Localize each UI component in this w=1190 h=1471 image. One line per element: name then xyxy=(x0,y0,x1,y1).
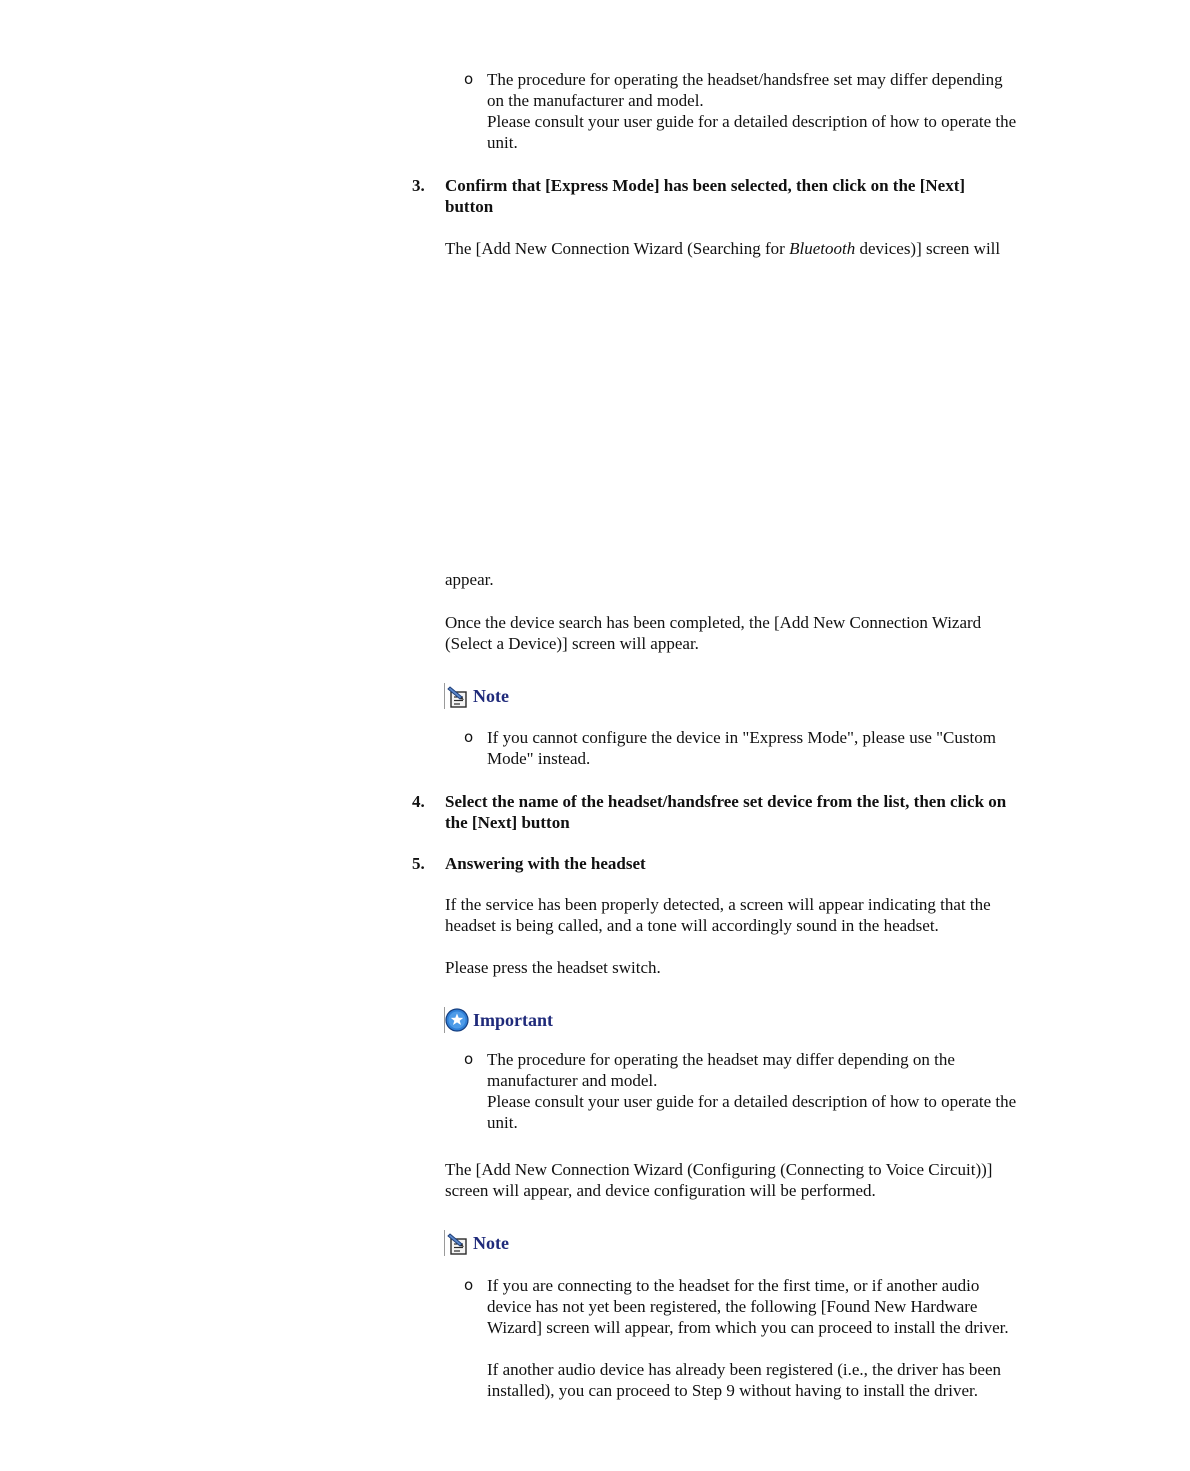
bullet-line: Please consult your user guide for a detailed description of how to operate the xyxy=(487,1092,1017,1111)
bullet-mark: o xyxy=(464,70,474,88)
paragraph-text: devices)] screen will xyxy=(855,239,1001,258)
bullet-line: installed), you can proceed to Step 9 without having to install the driver. xyxy=(487,1381,979,1400)
bullet-line: manufacturer and model. xyxy=(487,1071,658,1090)
note-label: Note xyxy=(473,1232,509,1253)
note-icon xyxy=(444,1230,471,1256)
step-paragraph xyxy=(445,1159,1075,1201)
step-heading xyxy=(445,791,1085,833)
step-paragraph xyxy=(445,238,1075,259)
step-paragraph-end: appear. xyxy=(445,570,494,589)
step-heading-line: Confirm that [Express Mode] has been selected, then click on the [Next] xyxy=(445,176,966,195)
paragraph-text: The [Add New Connection Wizard (Searching for xyxy=(445,239,790,258)
step-paragraph xyxy=(445,612,1075,654)
important-icon xyxy=(444,1007,471,1033)
important-bullet-text xyxy=(487,1049,1087,1133)
bullet-line: The procedure for operating the headset/handsfree set may differ depending xyxy=(487,70,1003,89)
paragraph-line: (Select a Device)] screen will appear. xyxy=(445,634,699,653)
bullet-line: If another audio device has already been registered (i.e., the driver has been xyxy=(487,1360,1002,1379)
bullet-line: unit. xyxy=(487,133,518,152)
bullet-line: Mode" instead. xyxy=(487,749,591,768)
bullet-line: Please consult your user guide for a detailed description of how to operate the xyxy=(487,112,1017,131)
note-icon xyxy=(444,683,471,709)
note-callout xyxy=(444,683,509,709)
note-label: Note xyxy=(473,685,509,706)
paragraph-italic: Bluetooth xyxy=(789,239,856,258)
step-paragraph xyxy=(445,894,1075,936)
spacer xyxy=(487,1338,1087,1359)
bullet-line: Wizard] screen will appear, from which you can proceed to install the driver. xyxy=(487,1318,1009,1337)
bullet-line: unit. xyxy=(487,1113,518,1132)
paragraph-line: headset is being called, and a tone will accordingly sound in the headset. xyxy=(445,916,939,935)
bullet-line: device has not yet been registered, the following [Found New Hardware xyxy=(487,1297,978,1316)
note-callout xyxy=(444,1230,509,1256)
step-heading: Answering with the headset xyxy=(445,854,646,873)
step-number: 4. xyxy=(412,792,425,811)
bullet-mark: o xyxy=(464,1050,474,1068)
step-number: 5. xyxy=(412,854,425,873)
bullet-line: If you cannot configure the device in "Express Mode", please use "Custom xyxy=(487,728,996,747)
step-heading xyxy=(445,175,1085,217)
note-bullet-text xyxy=(487,727,1087,769)
paragraph-line: Once the device search has been completed, the [Add New Connection Wizard xyxy=(445,613,982,632)
bullet-line: The procedure for operating the headset may differ depending on the xyxy=(487,1050,955,1069)
step-paragraph: Please press the headset switch. xyxy=(445,958,661,977)
step-heading-line: the [Next] button xyxy=(445,813,570,832)
paragraph-line: The [Add New Connection Wizard (Configuring (Connecting to Voice Circuit))] xyxy=(445,1160,993,1179)
important-callout xyxy=(444,1007,553,1033)
paragraph-line: If the service has been properly detected, a screen will appear indicating that the xyxy=(445,895,991,914)
note-bullet-text xyxy=(487,1275,1087,1401)
important-label: Important xyxy=(473,1009,553,1030)
bullet-mark: o xyxy=(464,728,474,746)
bullet-line: If you are connecting to the headset for the first time, or if another audio xyxy=(487,1276,980,1295)
bullet-line: on the manufacturer and model. xyxy=(487,91,704,110)
step-heading-line: button xyxy=(445,197,494,216)
step-number: 3. xyxy=(412,176,425,195)
bullet-mark: o xyxy=(464,1276,474,1294)
bullet-text xyxy=(487,69,1087,153)
step-heading-line: Select the name of the headset/handsfree set device from the list, then click on xyxy=(445,792,1007,811)
paragraph-line: screen will appear, and device configuration will be performed. xyxy=(445,1181,876,1200)
